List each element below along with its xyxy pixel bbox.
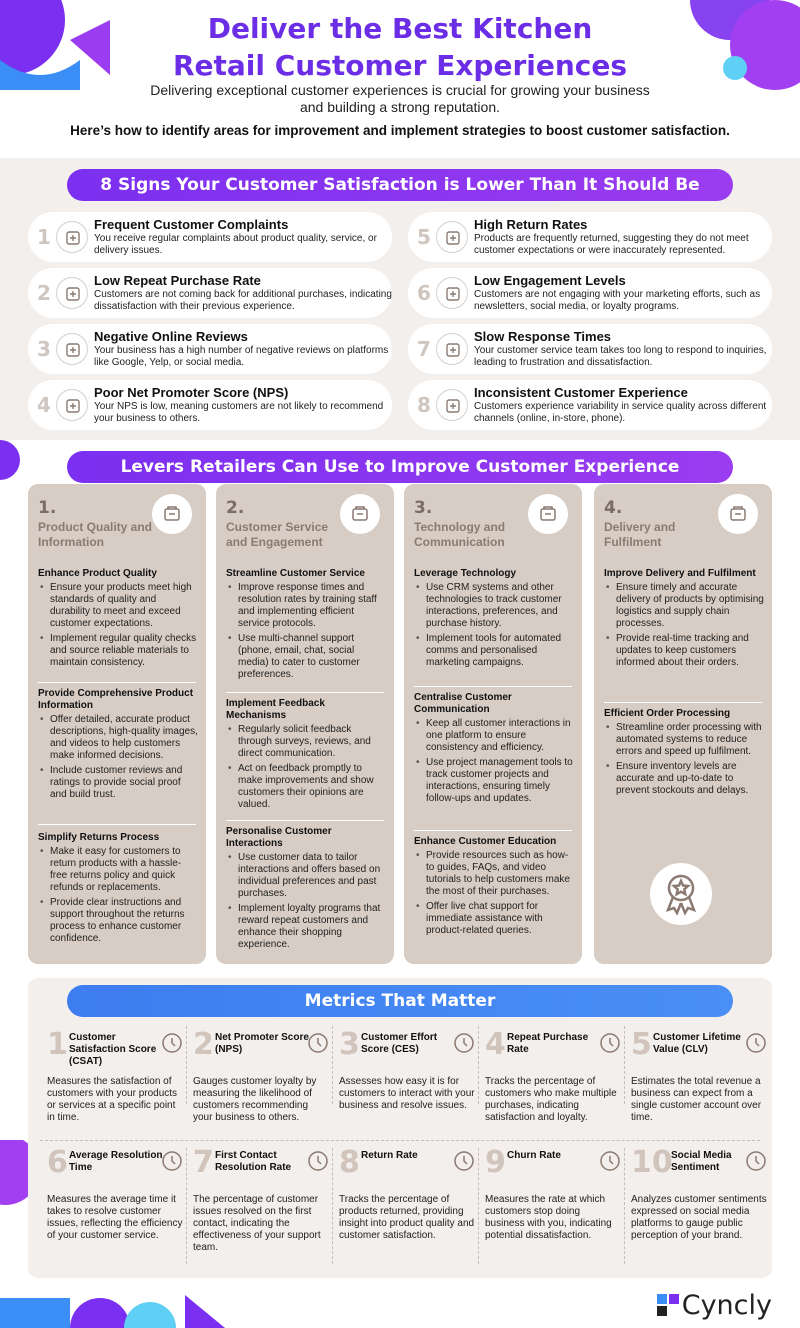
metric-number: 6 <box>47 1145 68 1180</box>
target-people-icon <box>305 1030 331 1061</box>
metric-separator <box>186 1148 187 1264</box>
metric-number: 4 <box>485 1027 506 1062</box>
calendar-icon <box>743 1030 769 1061</box>
metric-title: Churn Rate <box>507 1150 561 1161</box>
sign-title: High Return Rates <box>474 217 588 232</box>
metric-separator <box>332 1148 333 1264</box>
stopwatch-icon <box>159 1148 185 1179</box>
chart-icon <box>436 221 468 253</box>
metric-description: Tracks the percentage of products returned, providing insight into product quality and customer satisfaction. <box>339 1194 475 1241</box>
page-title <box>0 10 800 84</box>
gauge-icon <box>56 389 88 421</box>
clock-icon <box>436 333 468 365</box>
metric-title: Net Promoter Score (NPS) <box>215 1032 309 1055</box>
metric-separator <box>478 1026 479 1104</box>
sign-card <box>28 268 392 318</box>
title-line-2: Retail Customer Experiences <box>172 49 628 82</box>
lever-block-title: Enhance Customer Education <box>414 836 557 847</box>
sign-title: Frequent Customer Complaints <box>94 217 289 232</box>
sign-title: Low Repeat Purchase Rate <box>94 273 261 288</box>
subtitle: Delivering exceptional customer experiences is crucial for growing your business and building a strong reputation. <box>150 82 650 115</box>
lever-bullet: • Use project management tools to track customer projects and interactions, ensuring timely follow-ups and updates. <box>414 757 574 805</box>
lever-block <box>38 832 198 948</box>
sign-number: 5 <box>417 225 431 249</box>
lever-bullet: • Ensure inventory levels are accurate and up-to-date to prevent stockouts and delays. <box>604 761 764 797</box>
sign-card <box>28 380 392 430</box>
lever-bullet: • Implement regular quality checks and source reliable materials to maintain consistency. <box>38 633 198 669</box>
lever-divider <box>414 686 572 687</box>
sign-number: 2 <box>37 281 51 305</box>
lever-bullet: • Offer live chat support for immediate assistance with product-related queries. <box>414 901 574 937</box>
lever-block-title: Implement Feedback Mechanisms <box>226 698 325 721</box>
lever-title: Delivery and Fulfilment <box>604 520 676 549</box>
lever-block <box>414 568 574 672</box>
sign-number: 6 <box>417 281 431 305</box>
metric-row-separator <box>40 1140 760 1141</box>
cyncly-logo-icon <box>657 1294 679 1316</box>
lever-divider <box>226 692 384 693</box>
lever-block <box>414 692 574 808</box>
sign-card <box>28 324 392 374</box>
truck-icon <box>718 494 758 534</box>
grid-icon <box>436 389 468 421</box>
sign-title: Low Engagement Levels <box>474 273 626 288</box>
lever-block <box>226 826 386 954</box>
levers-heading: Levers Retailers Can Use to Improve Customer Experience <box>67 451 733 483</box>
lever-column <box>404 484 582 964</box>
lever-column <box>28 484 206 964</box>
social-phone-icon <box>743 1148 769 1179</box>
metric-number: 3 <box>339 1027 360 1062</box>
climb-icon <box>451 1030 477 1061</box>
metric-description: The percentage of customer issues resolved on the first contact, indicating the effectiveness of your support team. <box>193 1194 321 1253</box>
metric-number: 1 <box>47 1027 68 1062</box>
lever-bullet: • Offer detailed, accurate product descriptions, high-quality images, and videos to help customers make informed decisions. <box>38 714 198 762</box>
decorative-shapes-left-mid <box>0 440 40 480</box>
lever-column <box>594 484 772 964</box>
metric-number: 8 <box>339 1145 360 1180</box>
sign-card <box>28 212 392 262</box>
lever-number: 4. <box>604 498 623 518</box>
lever-bullet: • Streamline order processing with automated systems to reduce errors and speed up fulfilment. <box>604 722 764 758</box>
lever-block <box>414 836 574 940</box>
hand-heart-icon <box>340 494 380 534</box>
lever-bullet: • Implement loyalty programs that reward repeat customers and enhance their shopping experience. <box>226 903 386 951</box>
metric-title: Average Resolution Time <box>69 1150 163 1173</box>
metric-description: Analyzes customer sentiments expressed on social media platforms to gauge public perception of your brand. <box>631 1194 767 1241</box>
metric-title: Customer Satisfaction Score (CSAT) <box>69 1032 157 1067</box>
metric-number: 7 <box>193 1145 214 1180</box>
lever-block <box>604 708 764 800</box>
lever-divider <box>414 830 572 831</box>
lever-bullet: • Ensure timely and accurate delivery of products by optimising logistics and supply chain processes. <box>604 582 764 630</box>
lever-title: Customer Service and Engagement <box>226 520 329 549</box>
sign-card <box>408 212 772 262</box>
sign-card <box>408 324 772 374</box>
metric-title: Customer Lifetime Value (CLV) <box>653 1032 741 1055</box>
thumbs-up-icon <box>159 1030 185 1061</box>
lever-block <box>38 688 198 804</box>
lever-bullet: • Ensure your products meet high standards of quality and durability to meet and exceed customer expectations. <box>38 582 198 630</box>
chat-bubbles-icon <box>56 333 88 365</box>
lever-block-title: Improve Delivery and Fulfilment <box>604 568 756 579</box>
metric-title: Return Rate <box>361 1150 418 1161</box>
sign-description: Your business has a high number of negative reviews on platforms like Google, Yelp, or social media. <box>94 345 389 368</box>
sign-number: 8 <box>417 393 431 417</box>
metric-number: 2 <box>193 1027 214 1062</box>
lever-bullet: • Provide resources such as how-to guides, FAQs, and video tutorials to help customers make the most of their purchases. <box>414 850 574 898</box>
metric-description: Tracks the percentage of customers who make multiple purchases, indicating satisfaction and loyalty. <box>485 1076 617 1123</box>
sign-description: Customers are not coming back for additional purchases, indicating dissatisfaction with their previous experience. <box>94 289 392 312</box>
metric-description: Measures the satisfaction of customers with your products or services at a specific point in time. <box>47 1076 178 1123</box>
lever-block-title: Simplify Returns Process <box>38 832 160 843</box>
receipt-icon <box>56 277 88 309</box>
lever-divider <box>604 702 762 703</box>
metric-number: 10 <box>631 1145 673 1180</box>
lever-block-title: Streamline Customer Service <box>226 568 365 579</box>
lever-divider <box>38 682 196 683</box>
metric-title: First Contact Resolution Rate <box>215 1150 292 1173</box>
metric-separator <box>332 1026 333 1104</box>
brand-logo <box>657 1290 772 1321</box>
decorative-shapes-bottom <box>0 1290 240 1328</box>
lever-bullet: • Implement tools for automated comms and personalised marketing campaigns. <box>414 633 574 669</box>
lever-block-title: Centralise Customer Communication <box>414 692 512 715</box>
lever-bullet: • Provide real-time tracking and updates to keep customers informed about their orders. <box>604 633 764 669</box>
lever-divider <box>38 824 196 825</box>
lever-divider <box>226 820 384 821</box>
metric-number: 9 <box>485 1145 506 1180</box>
lever-title: Technology and Communication <box>414 520 506 549</box>
add-user-icon <box>305 1148 331 1179</box>
title-line-1: Deliver the Best Kitchen <box>207 12 593 45</box>
metric-description: Gauges customer loyalty by measuring the likelihood of customers recommending your business to others. <box>193 1076 317 1123</box>
metric-separator <box>478 1148 479 1264</box>
award-badge-icon <box>649 862 713 926</box>
sign-title: Slow Response Times <box>474 329 612 344</box>
metric-title: Customer Effort Score (CES) <box>361 1032 438 1055</box>
metric-description: Assesses how easy it is for customers to interact with your business and resolve issues. <box>339 1076 475 1111</box>
lever-bullet: • Act on feedback promptly to make improvements and show customers their opinions are valued. <box>226 763 386 811</box>
metric-description: Measures the average time it takes to resolve customer issues, reflecting the efficiency of your customer service. <box>47 1194 183 1241</box>
metric-number: 5 <box>631 1027 652 1062</box>
lever-bullet: • Keep all customer interactions in one platform to ensure consistency and efficiency. <box>414 718 574 754</box>
lever-bullet: • Improve response times and resolution rates by training staff and implementing efficient service protocols. <box>226 582 386 630</box>
lever-bullet: • Use multi-channel support (phone, email, chat, social media) to cater to customer preferences. <box>226 633 386 681</box>
intro-text: Here’s how to identify areas for improvement and implement strategies to boost customer satisfaction. <box>70 123 730 138</box>
lever-block-title: Leverage Technology <box>414 568 517 579</box>
lever-bullet: • Use customer data to tailor interactions and offers based on individual preferences and past purchases. <box>226 852 386 900</box>
sign-description: Products are frequently returned, suggesting they do not meet customer expectations or were inaccurately represented. <box>474 233 749 256</box>
lever-bullet: • Include customer reviews and ratings to provide social proof and build trust. <box>38 765 198 801</box>
lever-number: 1. <box>38 498 57 518</box>
lever-column <box>216 484 394 964</box>
sign-description: Your customer service team takes too long to respond to inquiries, leading to frustration and dissatisfaction. <box>474 345 767 368</box>
lever-block <box>226 698 386 814</box>
metric-title: Social Media Sentiment <box>671 1150 732 1173</box>
sign-card <box>408 380 772 430</box>
lever-title: Product Quality and Information <box>38 520 153 549</box>
return-box-icon <box>451 1148 477 1179</box>
sign-number: 3 <box>37 337 51 361</box>
lever-bullet: • Provide clear instructions and support throughout the returns process to enhance customer confidence. <box>38 897 198 945</box>
brand-name: Cyncly <box>681 1290 772 1321</box>
sign-description: Customers experience variability in service quality across different channels (online, in-store, phone). <box>474 401 767 424</box>
signs-heading: 8 Signs Your Customer Satisfaction is Lower Than It Should Be <box>67 169 733 201</box>
metric-separator <box>624 1148 625 1264</box>
cart-icon <box>597 1030 623 1061</box>
metric-separator <box>624 1026 625 1104</box>
pen-note-icon <box>56 221 88 253</box>
sign-number: 4 <box>37 393 51 417</box>
sign-description: Your NPS is low, meaning customers are not likely to recommend your business to others. <box>94 401 384 424</box>
metric-separator <box>186 1026 187 1104</box>
sign-number: 1 <box>37 225 51 249</box>
lever-block-title: Efficient Order Processing <box>604 708 731 719</box>
metric-description: Measures the rate at which customers stop doing business with you, indicating potential dissatisfaction. <box>485 1194 612 1241</box>
lever-bullet: • Use CRM systems and other technologies to track customer interactions, preferences, and purchase history. <box>414 582 574 630</box>
sign-number: 7 <box>417 337 431 361</box>
sign-title: Inconsistent Customer Experience <box>474 385 688 400</box>
lever-block <box>604 568 764 672</box>
messages-icon <box>528 494 568 534</box>
people-icon <box>436 277 468 309</box>
lever-block-title: Provide Comprehensive Product Information <box>38 688 194 711</box>
metric-title: Repeat Purchase Rate <box>507 1032 589 1055</box>
lever-block-title: Enhance Product Quality <box>38 568 157 579</box>
box-stars-icon <box>152 494 192 534</box>
churn-chart-icon <box>597 1148 623 1179</box>
lever-block <box>38 568 198 672</box>
sign-description: Customers are not engaging with your marketing efforts, such as newsletters, social media, or loyalty programs. <box>474 289 761 312</box>
sign-description: You receive regular complaints about product quality, service, or delivery issues. <box>94 233 377 256</box>
metrics-heading: Metrics That Matter <box>67 985 733 1017</box>
lever-bullet: • Make it easy for customers to return products with a hassle-free returns policy and quick refunds or replacements. <box>38 846 198 894</box>
lever-bullet: • Regularly solicit feedback through surveys, reviews, and direct communication. <box>226 724 386 760</box>
sign-title: Negative Online Reviews <box>94 329 248 344</box>
lever-block <box>226 568 386 684</box>
sign-card <box>408 268 772 318</box>
sign-title: Poor Net Promoter Score (NPS) <box>94 385 289 400</box>
lever-number: 2. <box>226 498 245 518</box>
lever-block-title: Personalise Customer Interactions <box>226 826 332 849</box>
metric-description: Estimates the total revenue a business can expect from a single customer account over time. <box>631 1076 762 1123</box>
lever-number: 3. <box>414 498 433 518</box>
